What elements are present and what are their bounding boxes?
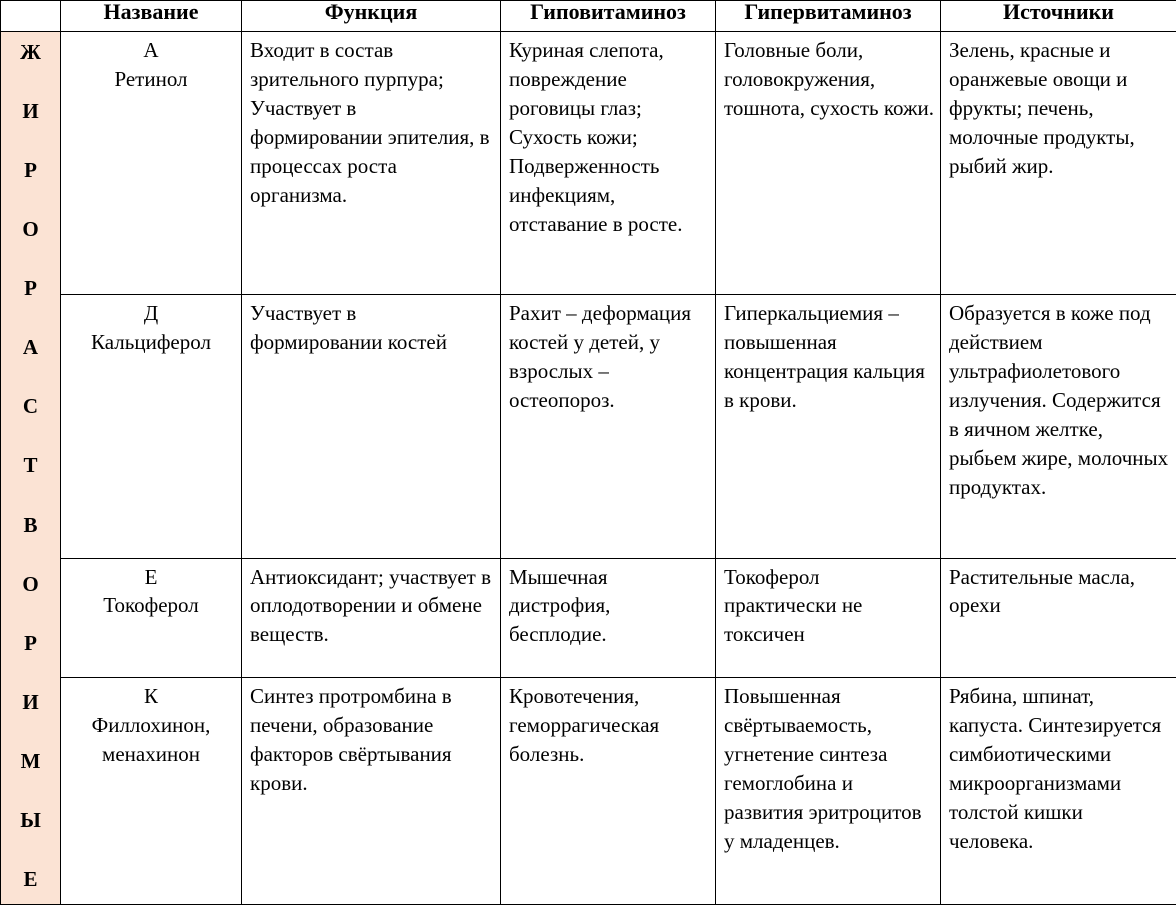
vitamin-letter: Д (143, 301, 159, 326)
cell-sources: Образуется в коже под действием ультрафиолетового излучения. Содержится в яичном желтке, рыбьем жире, молочных продуктах. (941, 295, 1176, 558)
table-row (1, 295, 1176, 558)
cell-vitamin-name (61, 295, 242, 558)
vitamin-chemical-name: Ретинол (114, 66, 188, 91)
table-row (1, 558, 1176, 677)
cell-hypovitaminosis: Рахит – деформация костей у детей, у взрослых – остеопороз. (501, 295, 716, 558)
group-label-letter: О (22, 217, 39, 242)
vitamin-chemical-name: Токоферол (103, 593, 199, 618)
group-label-fat-soluble (1, 32, 61, 905)
vitamin-chemical-name: Филлохинон, менахинон (91, 712, 211, 766)
group-label-letter: И (22, 689, 39, 714)
cell-hypervitaminosis: Гиперкальциемия – повышенная концентрация кальция в крови. (716, 295, 941, 558)
cell-hypervitaminosis: Токоферол практически не токсичен (716, 558, 941, 677)
cell-hypovitaminosis: Куриная слепота, повреждение роговицы глаз; Сухость кожи; Подверженность инфекциям, отставание в росте. (501, 32, 716, 295)
cell-vitamin-name (61, 558, 242, 677)
cell-hypervitaminosis: Головные боли, головокружения, тошнота, сухость кожи. (716, 32, 941, 295)
group-label-letter: С (22, 394, 39, 419)
group-label-letter: А (22, 335, 39, 360)
group-label-letter: Р (24, 276, 37, 301)
cell-hypovitaminosis: Мышечная дистрофия, бесплодие. (501, 558, 716, 677)
cell-function: Входит в состав зрительного пурпура; Участвует в формировании эпителия, в процессах роста организма. (242, 32, 501, 295)
group-label-letter: М (20, 748, 41, 773)
cell-vitamin-name (61, 677, 242, 904)
group-label-letter: Ж (20, 40, 41, 64)
cell-hypervitaminosis: Повышенная свёртываемость, угнетение синтеза гемоглобина и развития эритроцитов у младенцев. (716, 677, 941, 904)
vitamin-letter: Е (144, 564, 158, 589)
cell-sources: Растительные масла, орехи (941, 558, 1176, 677)
group-label-letter: Ы (20, 807, 41, 832)
group-label-letter: Р (24, 630, 37, 655)
group-label-letter: Т (23, 453, 38, 478)
table-body (1, 32, 1176, 905)
cell-sources: Рябина, шпинат, капуста. Синтезируется симбиотическими микроорганизмами толстой кишки человека. (941, 677, 1176, 904)
header-blank (1, 1, 61, 32)
table-row (1, 32, 1176, 295)
cell-vitamin-name (61, 32, 242, 295)
header-hypovitaminosis: Гиповитаминоз (501, 1, 716, 32)
group-label-letter: Р (24, 158, 37, 183)
cell-function: Участвует в формировании костей (242, 295, 501, 558)
table-header (1, 1, 1176, 32)
header-sources: Источники (941, 1, 1176, 32)
vitamin-chemical-name: Кальциферол (91, 330, 211, 355)
cell-hypovitaminosis: Кровотечения, геморрагическая болезнь. (501, 677, 716, 904)
vitamin-letter: А (143, 38, 159, 62)
group-label-letter: О (22, 571, 39, 596)
group-label-letter: В (23, 512, 38, 537)
cell-function: Антиоксидант; участвует в оплодотворении и обмене веществ. (242, 558, 501, 677)
header-hypervitaminosis: Гипервитаминоз (716, 1, 941, 32)
group-label-letter: И (22, 99, 39, 124)
cell-sources: Зелень, красные и оранжевые овощи и фрукты; печень, молочные продукты, рыбий жир. (941, 32, 1176, 295)
header-name: Название (61, 1, 242, 32)
cell-function: Синтез протромбина в печени, образование факторов свёртывания крови. (242, 677, 501, 904)
group-label-letters (1, 32, 60, 904)
header-function: Функция (242, 1, 501, 32)
header-row (1, 1, 1176, 32)
group-label-letter: Е (23, 866, 38, 891)
table-row (1, 677, 1176, 904)
vitamin-letter: К (143, 683, 158, 708)
